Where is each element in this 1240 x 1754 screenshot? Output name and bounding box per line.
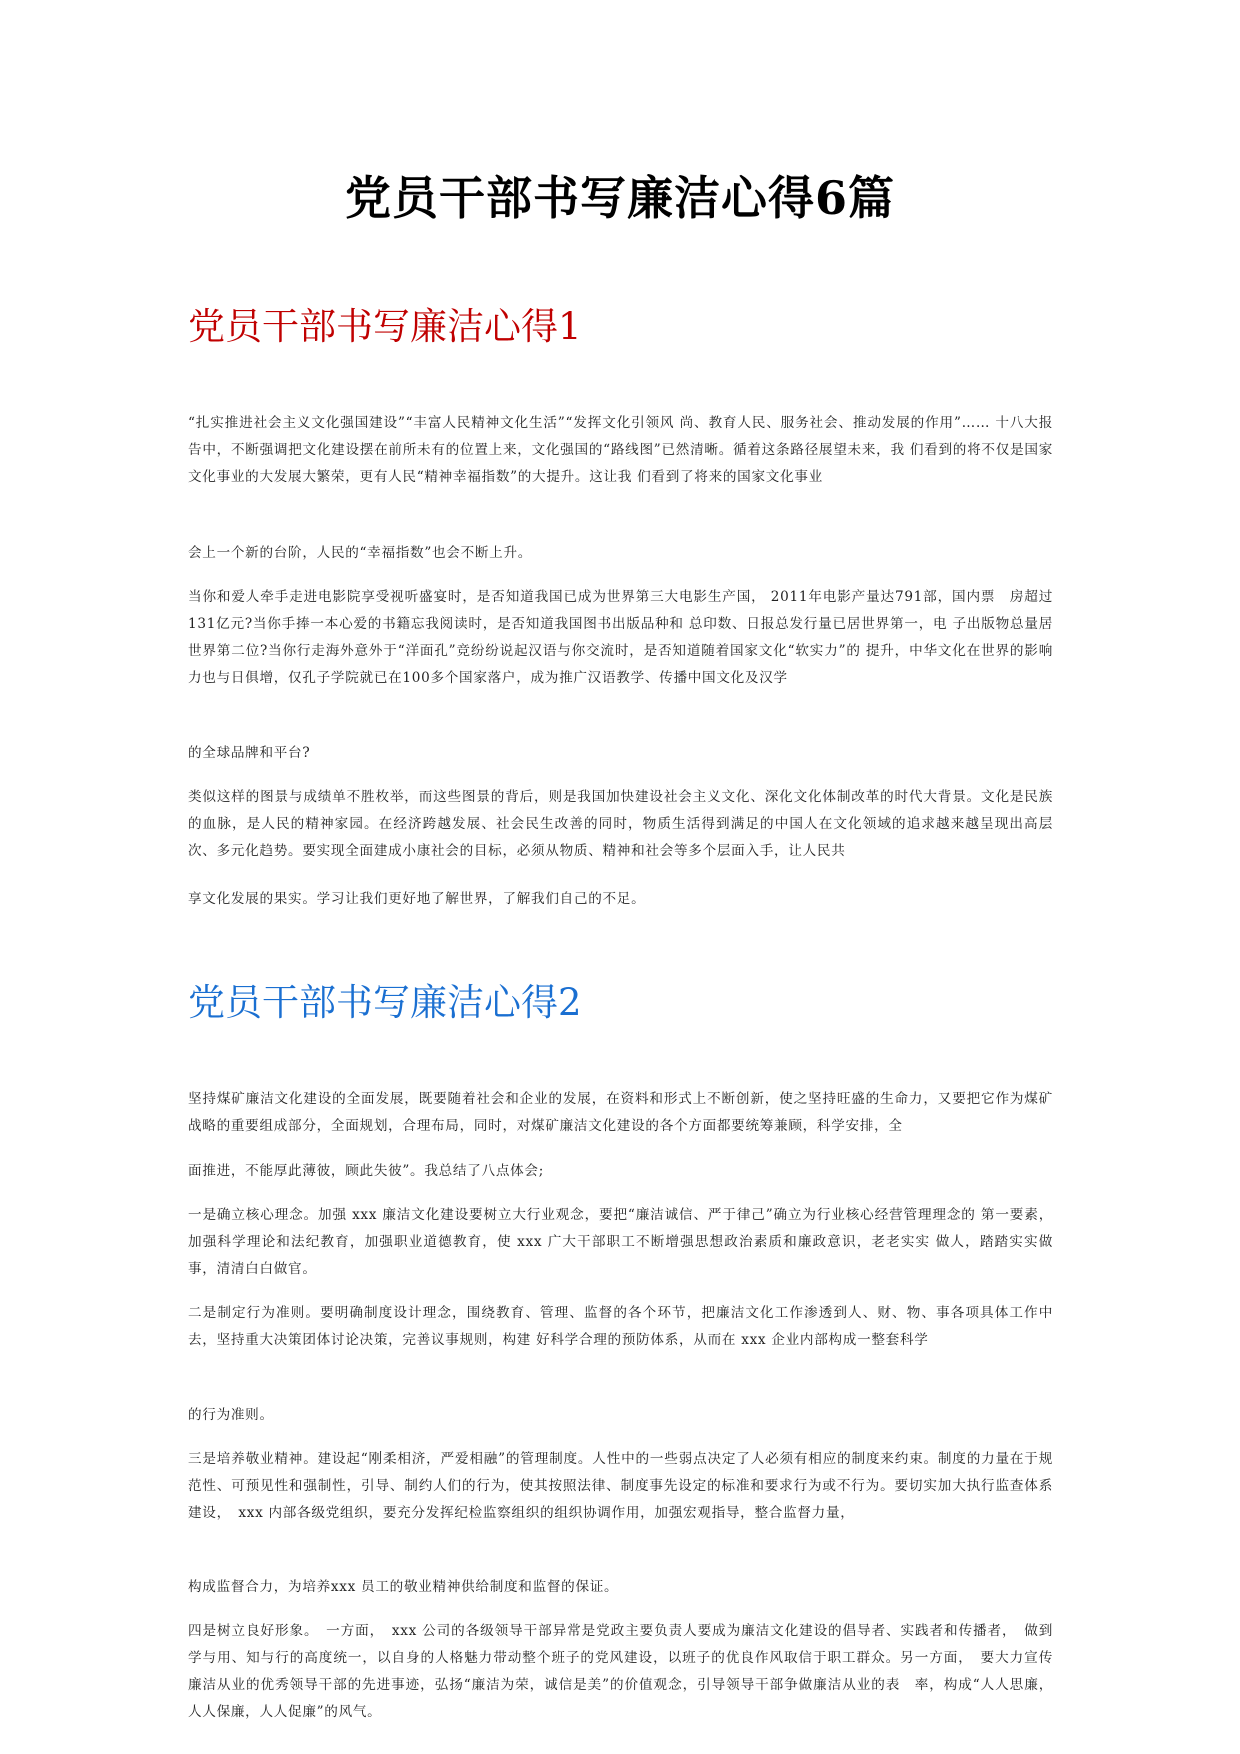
section-2-paragraph-7: 构成监督合力，为培养xxx 员工的敬业精神供给制度和监督的保证。 xyxy=(188,1579,619,1595)
section-1-paragraph-6: 享文化发展的果实。学习让我们更好地了解世界，了解我们自己的不足。 xyxy=(188,891,646,907)
section-1-paragraph-5: 类似这样的图景与成绩单不胜枚举，而这些图景的背后，则是我国加快建设社会主义文化、深化文化体制改革的时代大背景。文化是民族的血脉，是人民的精神家园。在经济跨越发展、社会民生改善的同时，物质生活得到满足的中国人在文化领域的追求越来越呈现出高层次、多元化趋势。要实现全面建成小康社会的目标，必须从物质、精神和社会等多个层面入手，让人民共 xyxy=(188,789,1053,859)
section-2-paragraph-6: 三是培养敬业精神。建设起“刚柔相济，严爱相融”的管理制度。人性中的一些弱点决定了人必须有相应的制度来约束。制度的力量在于规范性、可预见性和强制性，引导、制约人们的行为，使其按照法律、制度事先设定的标准和要求行为或不行为。要切实加大执行监查体系建设， xxx 内部各级党组织，要充分发挥纪检监察组织的组织协调作用，加强宏观指导，整合监督力量， xyxy=(188,1451,1053,1521)
section-2-paragraph-3: 一是确立核心理念。加强 xxx 廉洁文化建设要树立大行业观念，要把“廉洁诚信、严于律己”确立为行业核心经营管理理念的 第一要素，加强科学理论和法纪教育，加强职业道德教育，使 xxx 广大干部职工不断增强思想政治素质和廉政意识，老老实实 做人，踏踏实实做事，清清白白做官。 xyxy=(188,1207,1053,1277)
document-title: 党员干部书写廉洁心得6篇 xyxy=(344,171,895,225)
section-2-paragraph-2: 面推进，不能厚此薄彼，顾此失彼”。我总结了八点体会; xyxy=(188,1163,544,1179)
section-2-paragraph-8: 四是树立良好形象。 一方面， xxx 公司的各级领导干部异常是党政主要负责人要成为廉洁文化建设的倡导者、实践者和传播者， 做到学与用、知与行的高度统一，以自身的人格魅力带动整个班子的党风建设，以班子的优良作风取信于职工群众。另一方面， 要大力宣传廉洁从业的优秀领导干部的先进事迹，弘扬“廉洁为荣，诚信是美”的价值观念，引导领导干部争做廉洁从业的表 率，构成“人人思廉，人人保廉，人人促廉”的风气。 xyxy=(188,1623,1053,1720)
section-2-paragraph-1: 坚持煤矿廉洁文化建设的全面发展，既要随着社会和企业的发展，在资料和形式上不断创新，使之坚持旺盛的生命力，又要把它作为煤矿战略的重要组成部分，全面规划，合理布局，同时，对煤矿廉洁文化建设的各个方面都要统筹兼顾，科学安排，全 xyxy=(188,1091,1053,1134)
section-1-paragraph-1: “扎实推进社会主义文化强国建设”“丰富人民精神文化生活”“发挥文化引领风 尚、教育人民、服务社会、推动发展的作用”…… 十八大报告中，不断强调把文化建设摆在前所未有的位置上来，文化强国的“路线图”已然清晰。循着这条路径展望未来，我 们看到的将不仅是国家文化事业的大发展大繁荣，更有人民“精神幸福指数”的大提升。这让我 们看到了将来的国家文化事业 xyxy=(188,415,1053,485)
section-1-paragraph-2: 会上一个新的台阶，人民的“幸福指数”也会不断上升。 xyxy=(188,545,533,561)
section-2-paragraph-5: 的行为准则。 xyxy=(188,1407,274,1423)
section-1-heading: 党员干部书写廉洁心得1 xyxy=(188,305,582,348)
section-2-paragraph-4: 二是制定行为准则。要明确制度设计理念，围绕教育、管理、监督的各个环节，把廉洁文化工作渗透到人、财、物、事各项具体工作中去，坚持重大决策团体讨论决策，完善议事规则，构建 好科学合理的预防体系，从而在 xxx 企业内部构成一整套科学 xyxy=(188,1305,1053,1348)
section-1-paragraph-4: 的全球品牌和平台? xyxy=(188,745,311,761)
section-1-paragraph-3: 当你和爱人牵手走进电影院享受视听盛宴时，是否知道我国已成为世界第三大电影生产国， 2011年电影产量达791部，国内票 房超过131亿元?当你手捧一本心爱的书籍忘我阅读时，是否知道我国图书出版品种和 总印数、日报总发行量已居世界第一，电 子出版物总量居世界第二位?当你行走海外意外于“洋面孔”竞纷纷说起汉语与你交流时，是否知道随着国家文化“软实力”的 提升，中华文化在世界的影响力也与日俱增，仅孔子学院就已在100多个国家落户，成为推广汉语教学、传播中国文化及汉学 xyxy=(188,589,1053,686)
section-2-heading: 党员干部书写廉洁心得2 xyxy=(188,981,582,1024)
